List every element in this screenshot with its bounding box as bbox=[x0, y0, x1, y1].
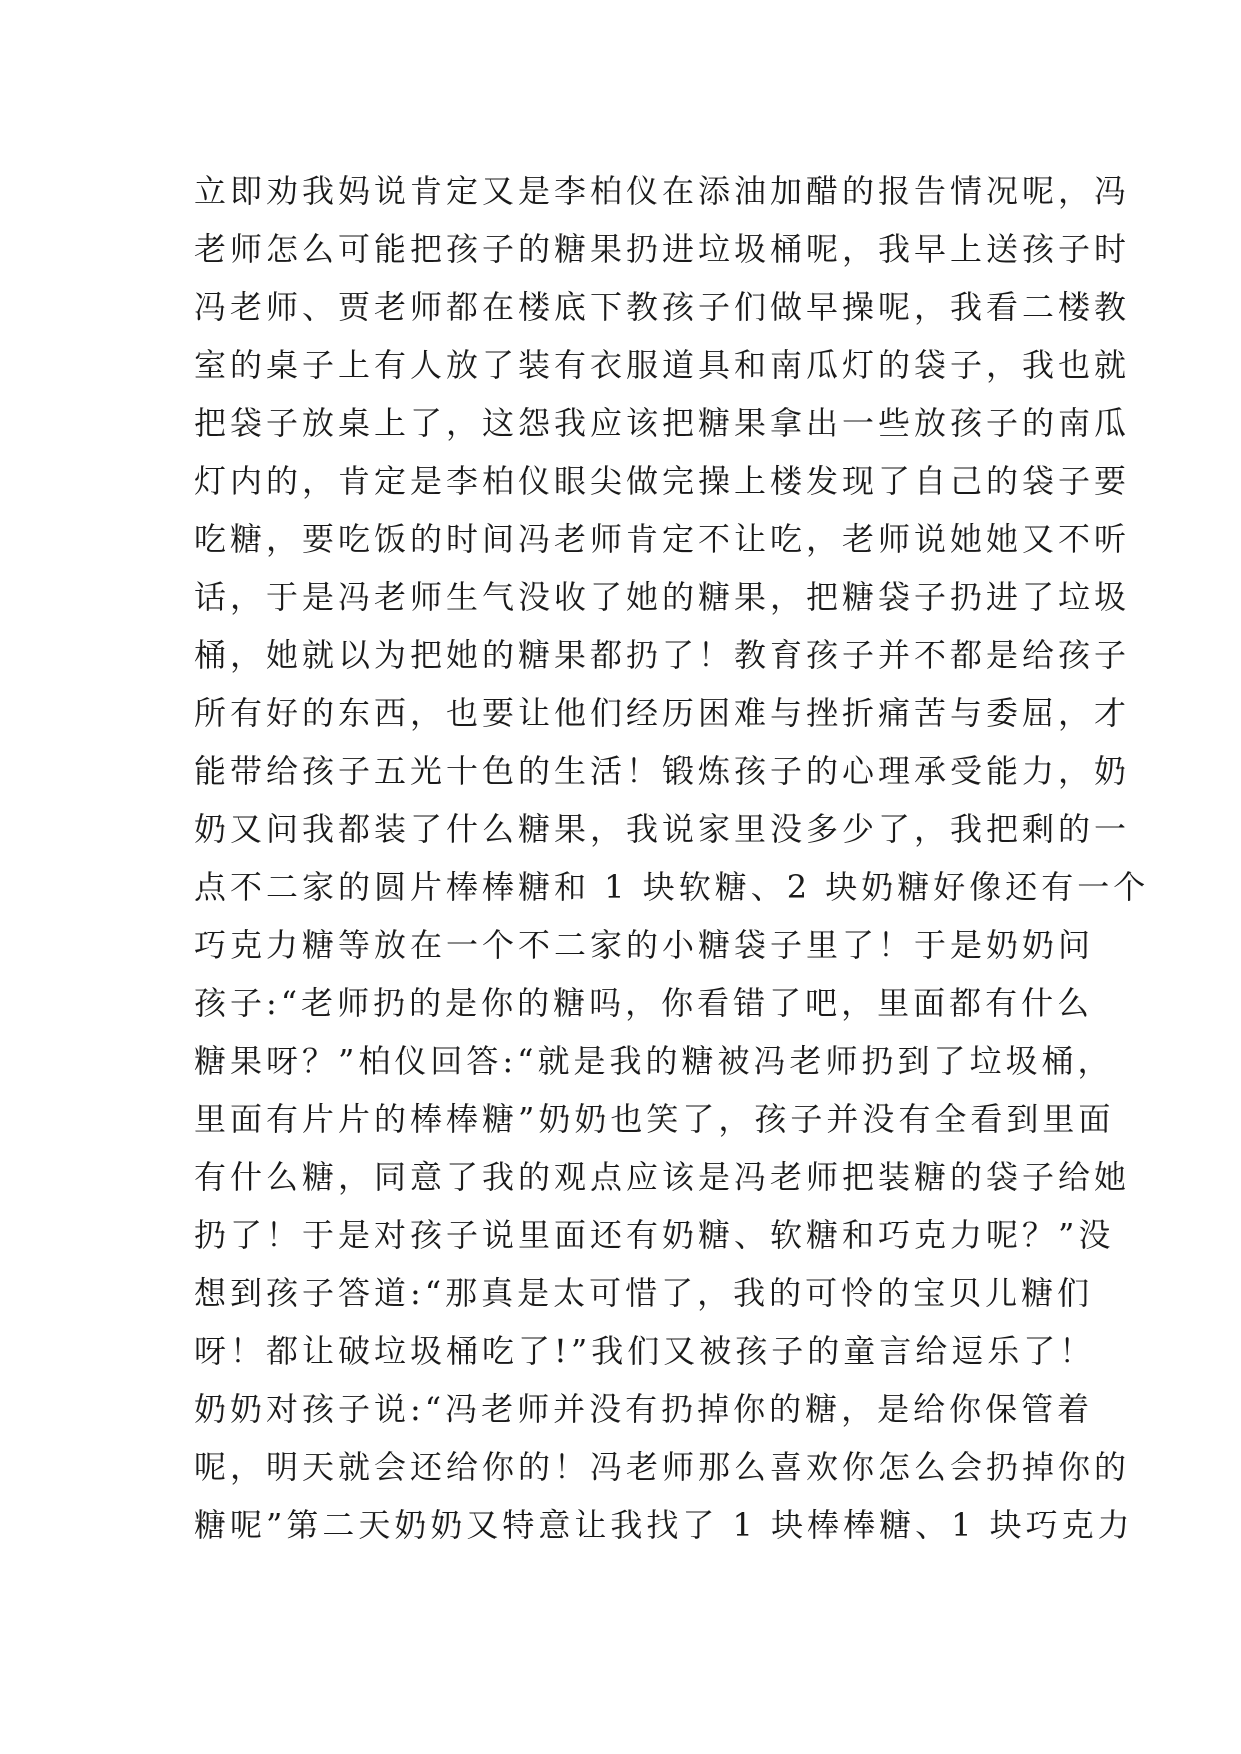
text-line: 所有好的东西，也要让他们经历困难与挫折痛苦与委屈，才 bbox=[194, 694, 1131, 732]
text-line: 里面有片片的棒棒糖”奶奶也笑了，孩子并没有全看到里面 bbox=[194, 1100, 1115, 1138]
text-line: 室的桌子上有人放了装有衣服道具和南瓜灯的袋子，我也就 bbox=[194, 346, 1131, 384]
text-line: 巧克力糖等放在一个不二家的小糖袋子里了！于是奶奶问 bbox=[194, 926, 1095, 964]
text-line: 糖呢”第二天奶奶又特意让我找了 1 块棒棒糖、1 块巧克力 bbox=[194, 1506, 1134, 1544]
text-line: 冯老师、贾老师都在楼底下教孩子们做早操呢，我看二楼教 bbox=[194, 288, 1131, 326]
text-line: 点不二家的圆片棒棒糖和 1 块软糖、2 块奶糖好像还有一个 bbox=[194, 868, 1150, 906]
text-line: 奶奶对孩子说:“冯老师并没有扔掉你的糖，是给你保管着 bbox=[194, 1390, 1094, 1428]
text-line: 立即劝我妈说肯定又是李柏仪在添油加醋的报告情况呢，冯 bbox=[194, 172, 1131, 210]
text-line: 把袋子放桌上了，这怨我应该把糖果拿出一些放孩子的南瓜 bbox=[194, 404, 1131, 442]
text-line: 想到孩子答道:“那真是太可惜了，我的可怜的宝贝儿糖们 bbox=[194, 1274, 1094, 1312]
text-line: 能带给孩子五光十色的生活！锻炼孩子的心理承受能力，奶 bbox=[194, 752, 1131, 790]
text-line: 灯内的，肯定是李柏仪眼尖做完操上楼发现了自己的袋子要 bbox=[194, 462, 1131, 500]
body-text bbox=[194, 162, 1150, 1554]
text-line: 奶又问我都装了什么糖果，我说家里没多少了，我把剩的一 bbox=[194, 810, 1131, 848]
text-line: 有什么糖，同意了我的观点应该是冯老师把装糖的袋子给她 bbox=[194, 1158, 1131, 1196]
text-line: 孩子:“老师扔的是你的糖吗，你看错了吧，里面都有什么 bbox=[194, 984, 1094, 1022]
text-line: 话，于是冯老师生气没收了她的糖果，把糖袋子扔进了垃圾 bbox=[194, 578, 1131, 616]
text-line: 扔了！于是对孩子说里面还有奶糖、软糖和巧克力呢？”没 bbox=[194, 1216, 1115, 1254]
text-line: 呀！都让破垃圾桶吃了!”我们又被孩子的童言给逗乐了！ bbox=[194, 1332, 1096, 1370]
text-line: 糖果呀？”柏仪回答:“就是我的糖被冯老师扔到了垃圾桶， bbox=[194, 1042, 1114, 1080]
text-line: 老师怎么可能把孩子的糖果扔进垃圾桶呢，我早上送孩子时 bbox=[194, 230, 1131, 268]
text-line: 桶，她就以为把她的糖果都扔了！教育孩子并不都是给孩子 bbox=[194, 636, 1131, 674]
text-line: 吃糖，要吃饭的时间冯老师肯定不让吃，老师说她她又不听 bbox=[194, 520, 1131, 558]
text-line: 呢，明天就会还给你的！冯老师那么喜欢你怎么会扔掉你的 bbox=[194, 1448, 1131, 1486]
